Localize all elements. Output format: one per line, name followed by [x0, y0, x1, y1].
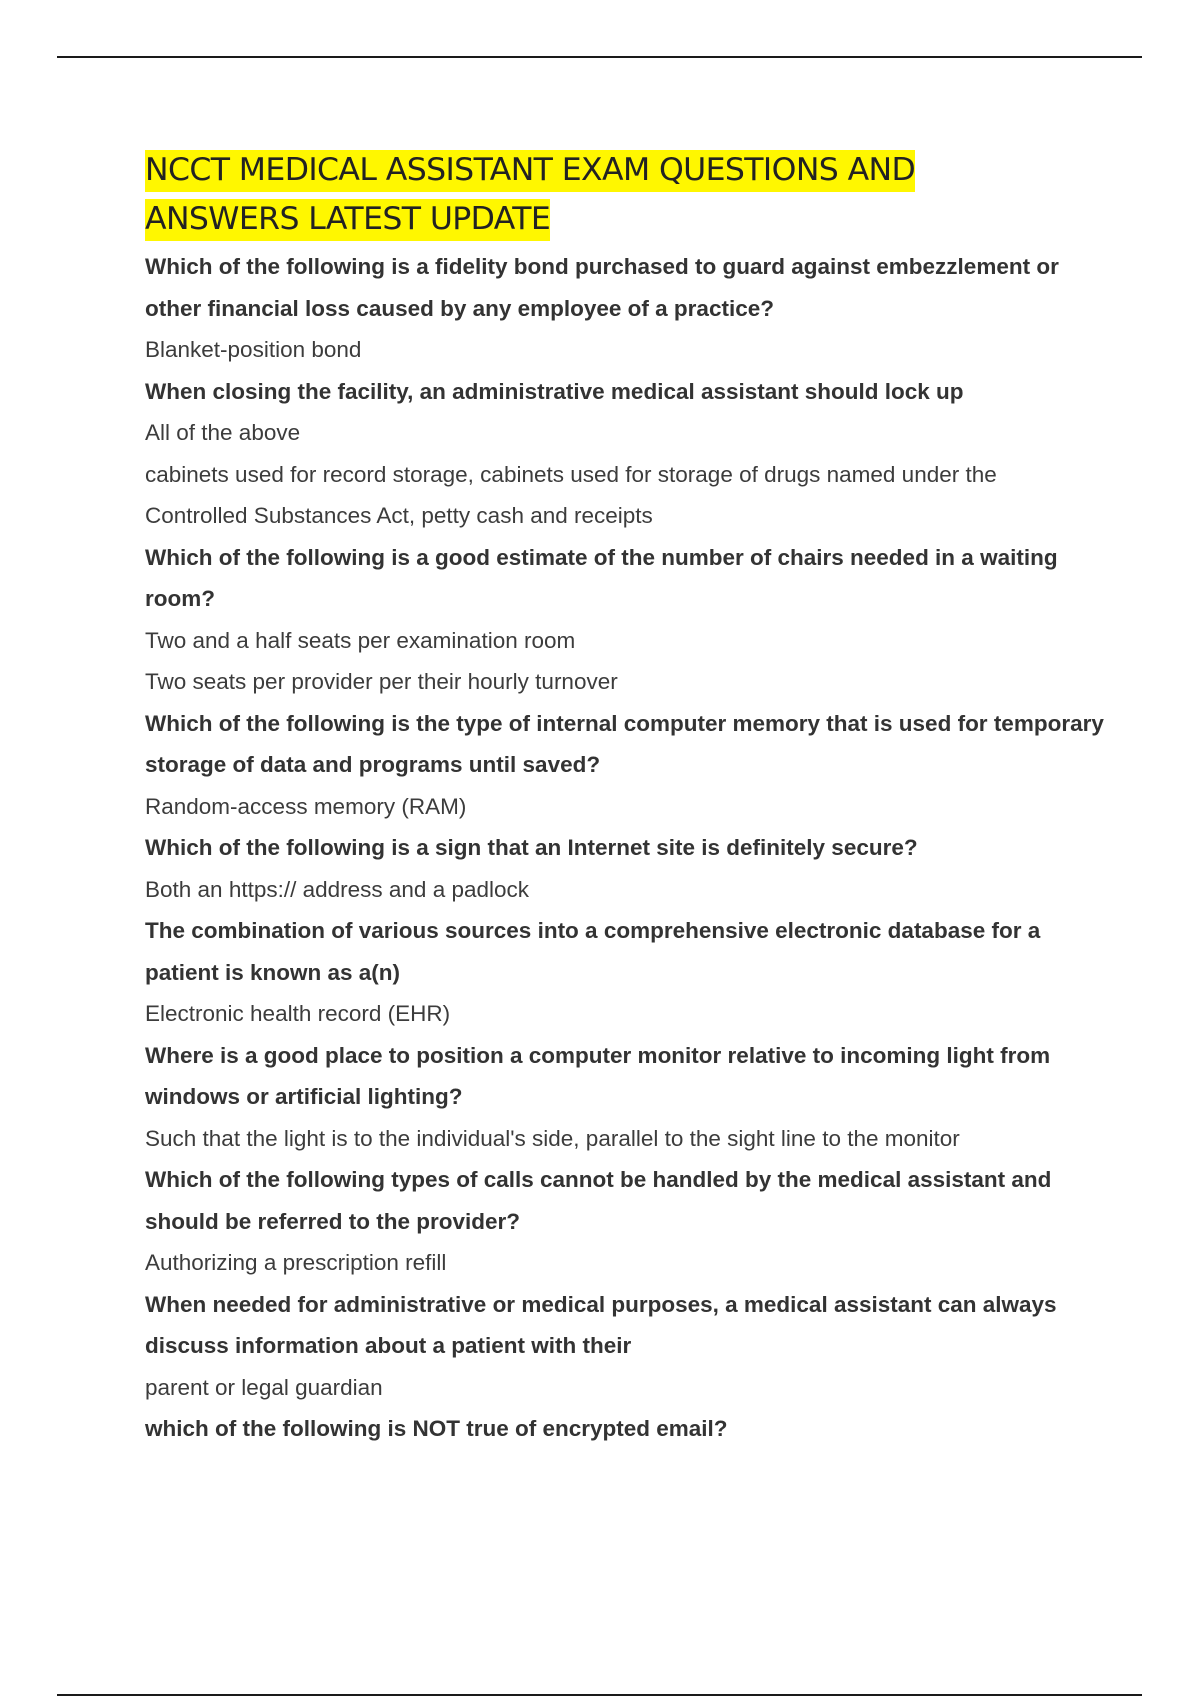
question-text: Which of the following is a good estimate of the number of chairs needed in a waiting room? — [145, 544, 1058, 611]
answer-text: parent or legal guardian — [145, 1374, 383, 1400]
question-text: When needed for administrative or medical purposes, a medical assistant can always discuss information about a patient with their — [145, 1291, 1057, 1358]
document-title — [145, 146, 1105, 244]
answer-text: Two and a half seats per examination room — [145, 627, 576, 653]
question-text: Where is a good place to position a computer monitor relative to incoming light from windows or artificial lighting? — [145, 1042, 1051, 1109]
question-text: The combination of various sources into a comprehensive electronic database for a patient is known as a(n) — [145, 918, 1041, 985]
question-text: which of the following is NOT true of encrypted email? — [145, 1416, 728, 1441]
question-text: When closing the facility, an administrative medical assistant should lock up — [145, 378, 964, 404]
qa-list — [145, 246, 1105, 1450]
answer-text: Blanket-position bond — [145, 337, 362, 362]
answer-text: Two seats per provider per their hourly turnover — [145, 669, 618, 694]
answer-text: All of the above — [145, 420, 301, 445]
footer-rule — [57, 1694, 1142, 1696]
answer-text: Authorizing a prescription refill — [145, 1250, 447, 1275]
question-text: Which of the following is a fidelity bond purchased to guard against embezzlement or other financial loss caused by any employee of a practice? — [145, 254, 1059, 321]
question-text: Which of the following is the type of internal computer memory that is used for temporary storage of data and programs until saved? — [145, 710, 1104, 777]
question-text: Which of the following is a sign that an Internet site is definitely secure? — [145, 835, 918, 860]
question-text: Which of the following types of calls cannot be handled by the medical assistant and should be referred to the provider? — [145, 1167, 1052, 1234]
answer-text: Random-access memory (RAM) — [145, 793, 467, 819]
answer-text: Electronic health record (EHR) — [145, 1001, 451, 1026]
title-line-2: ANSWERS LATEST UPDATE — [145, 199, 550, 241]
answer-text: Such that the light is to the individual's side, parallel to the sight line to the monitor — [145, 1125, 960, 1151]
answer-text: cabinets used for record storage, cabinets used for storage of drugs named under the Controlled Substances Act, petty cash and receipts — [145, 461, 997, 528]
answer-text: Both an https:// address and a padlock — [145, 876, 530, 902]
document-page — [145, 146, 1105, 1450]
header-rule — [57, 56, 1142, 58]
title-line-1: NCCT MEDICAL ASSISTANT EXAM QUESTIONS AND — [145, 150, 915, 192]
